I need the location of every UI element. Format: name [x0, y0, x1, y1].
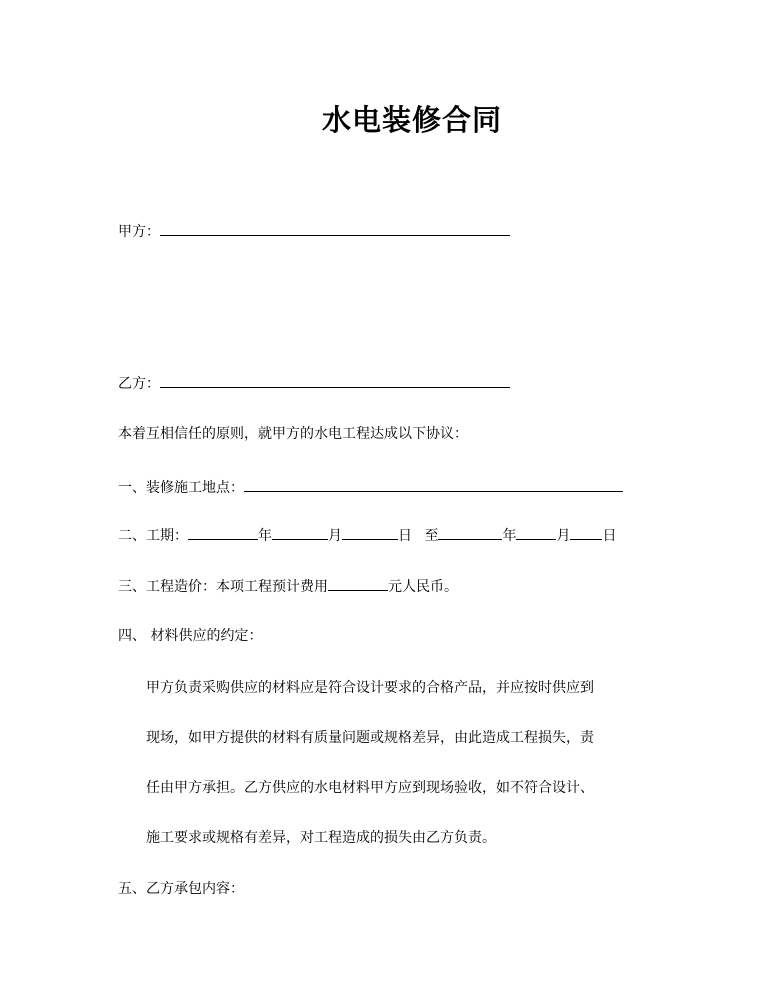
- section-4-text-line-3: 任由甲方承担。乙方供应的水电材料甲方应到现场验收，如不符合设计、: [146, 780, 594, 796]
- section-1-line: [118, 477, 623, 497]
- intro-text: 本着互相信任的原则，就甲方的水电工程达成以下协议：: [118, 426, 468, 442]
- party-a-label: 甲方：: [118, 224, 160, 240]
- end-day-unit: 日: [602, 528, 617, 544]
- section-4-text-line-1: 甲方负责采购供应的材料应是符合设计要求的合格产品，并应按时供应到: [146, 680, 594, 696]
- start-year-unit: 年: [258, 528, 272, 544]
- party-b-line: [118, 373, 510, 393]
- start-day-unit: 日: [398, 528, 412, 544]
- construction-site-blank[interactable]: [244, 477, 623, 492]
- end-year-unit: 年: [502, 528, 517, 544]
- section-4-text-line-4: 施工要求或规格有差异，对工程造成的损失由乙方负责。: [146, 830, 496, 846]
- section-2-line: [118, 525, 616, 545]
- cost-blank[interactable]: [328, 576, 388, 591]
- end-year-blank[interactable]: [438, 525, 502, 540]
- section-4-text-line-2: 现场，如甲方提供的材料有质量问题或规格差异，由此造成工程损失，责: [146, 730, 594, 746]
- start-year-blank[interactable]: [188, 525, 258, 540]
- party-b-label: 乙方：: [118, 376, 160, 392]
- document-title: 水电装修合同: [321, 103, 502, 137]
- end-month-unit: 月: [556, 528, 571, 544]
- end-day-blank[interactable]: [570, 525, 602, 540]
- section-5-label: 五、乙方承包内容：: [118, 881, 244, 897]
- party-a-blank[interactable]: [160, 221, 510, 236]
- party-b-blank[interactable]: [160, 373, 510, 388]
- section-1-label: 一、装修施工地点：: [118, 480, 244, 496]
- end-month-blank[interactable]: [516, 525, 556, 540]
- section-3-line: [118, 576, 458, 596]
- section-4-label: 四、 材料供应的约定：: [118, 628, 263, 644]
- to-label: 至: [424, 528, 439, 544]
- start-day-blank[interactable]: [342, 525, 398, 540]
- section-2-label: 二、工期：: [118, 528, 188, 544]
- start-month-unit: 月: [328, 528, 342, 544]
- party-a-line: [118, 221, 510, 241]
- section-3-suffix: 元人民币。: [388, 579, 458, 595]
- section-3-label: 三、工程造价：本项工程预计费用: [118, 579, 328, 595]
- start-month-blank[interactable]: [272, 525, 328, 540]
